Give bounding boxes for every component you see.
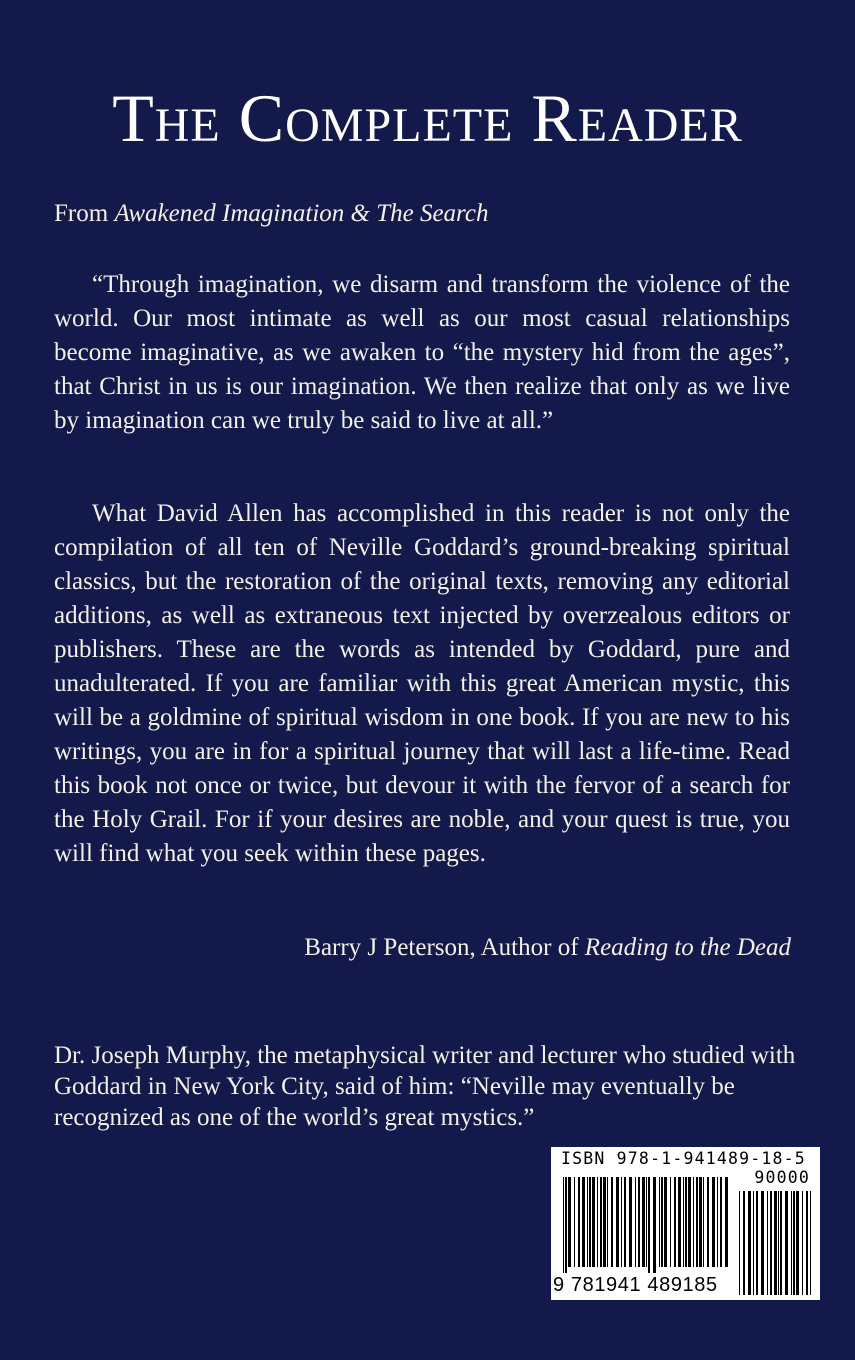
ean-barcode-bars: [563, 1177, 731, 1273]
barcode-bar: [603, 1177, 606, 1267]
barcode-bar: [770, 1191, 772, 1295]
barcode-bar: [688, 1177, 691, 1267]
barcode-bar: [661, 1177, 663, 1267]
barcode-bar: [563, 1177, 564, 1273]
barcode-bar: [753, 1191, 754, 1295]
barcode-bar: [785, 1191, 788, 1295]
barcode-bar: [582, 1177, 585, 1267]
barcode-bar: [780, 1191, 782, 1295]
barcode-bar: [683, 1177, 684, 1267]
addon-code: 90000: [754, 1168, 810, 1187]
barcode-bar: [703, 1177, 704, 1267]
barcode-bar: [693, 1177, 694, 1267]
isbn-label: ISBN 978-1-941489-18-5: [561, 1149, 806, 1168]
barcode-bar: [685, 1177, 687, 1267]
barcode-bar: [635, 1177, 636, 1267]
attribution-work: Reading to the Dead: [584, 934, 791, 961]
barcode-bar: [670, 1177, 671, 1267]
barcode-bar: [621, 1177, 622, 1267]
barcode-bar: [592, 1177, 595, 1267]
barcode-bar: [638, 1177, 640, 1267]
barcode-bar: [674, 1177, 676, 1267]
barcode-bar: [678, 1177, 681, 1267]
review-attribution: [304, 931, 791, 965]
barcode-bar: [717, 1177, 718, 1267]
review-paragraph: What David Allen has accomplished in this reader is not only the compilation of all ten of Neville Goddard’s ground-breaking spiritual classics, but the restoration of the original texts, removing any editorial additions, as well as extraneous text injected by overzealous editors or publishers. These are the words as intended by Goddard, pure and unadulterated. If you are familiar with this great American mystic, this will be a goldmine of spiritual wisdom in one book. If you are new to his writings, you are in for a spiritual journey that will last a life-time. Read this book not once or twice, but devour it with the fervor of a search for the Holy Grail. For if your desires are noble, and your quest is true, you will find what you seek within these pages.: [54, 500, 790, 867]
barcode-bar: [720, 1177, 722, 1267]
barcode-bar: [611, 1177, 613, 1267]
barcode-bar: [664, 1177, 667, 1267]
barcode-bar: [793, 1191, 795, 1295]
barcode-bar: [810, 1191, 811, 1295]
barcode-bar: [806, 1191, 808, 1295]
barcode-bar: [696, 1177, 698, 1267]
barcode-bar: [712, 1177, 715, 1267]
barcode-bar: [767, 1191, 768, 1295]
addon-barcode-bars: [739, 1191, 811, 1295]
barcode-bar: [565, 1177, 567, 1273]
barcode-bar: [648, 1177, 650, 1273]
barcode-bar: [642, 1177, 645, 1267]
barcode-bar: [756, 1191, 758, 1295]
barcode-bar: [653, 1177, 656, 1273]
barcode-bar: [659, 1177, 660, 1267]
barcode-bar: [774, 1191, 777, 1295]
barcode-bar: [778, 1191, 779, 1295]
barcode-bar: [646, 1177, 647, 1267]
attribution-author: Barry J Peterson, Author of: [304, 934, 585, 961]
barcode-bar: [568, 1177, 571, 1267]
source-prefix: From: [54, 200, 115, 227]
ean-digits: 9 781941 489185: [553, 1274, 718, 1296]
barcode-bar: [761, 1191, 764, 1295]
barcode-bar: [791, 1191, 792, 1295]
book-title: The Complete Reader: [112, 80, 743, 156]
barcode-bar: [616, 1177, 619, 1267]
barcode-bar: [607, 1177, 608, 1267]
isbn-barcode: [551, 1147, 820, 1300]
barcode-bar: [802, 1191, 803, 1295]
barcode-bar: [748, 1191, 751, 1295]
barcode-bar: [707, 1177, 709, 1267]
barcode-bar: [597, 1177, 598, 1267]
barcode-bar: [796, 1191, 799, 1295]
barcode-bar: [739, 1191, 740, 1295]
barcode-bar: [578, 1177, 580, 1267]
source-titles: Awakened Imagination & The Search: [114, 200, 489, 227]
barcode-bar: [725, 1177, 728, 1267]
barcode-bar: [574, 1177, 575, 1267]
barcode-bar: [699, 1177, 702, 1267]
barcode-bar: [600, 1177, 602, 1267]
excerpt-quote: “Through imagination, we disarm and transform the violence of the world. Our most intimate as well as our most casual relationships become imaginative, as we awaken to “the mystery hid from the ages”, that Christ in us is our imagination. We then realize that only as we live by imagination can we truly be said to live at all.”: [54, 271, 790, 434]
barcode-bar: [587, 1177, 588, 1267]
barcode-bar: [629, 1177, 632, 1267]
murphy-quote: Dr. Joseph Murphy, the metaphysical writer and lecturer who studied with Goddard in New York City, said of him: “Neville may eventually be recognized as one of the world’s great mystics.”: [54, 1042, 796, 1131]
barcode-bar: [589, 1177, 591, 1267]
barcode-bar: [624, 1177, 626, 1267]
source-line: [54, 198, 488, 230]
barcode-bar: [743, 1191, 745, 1295]
